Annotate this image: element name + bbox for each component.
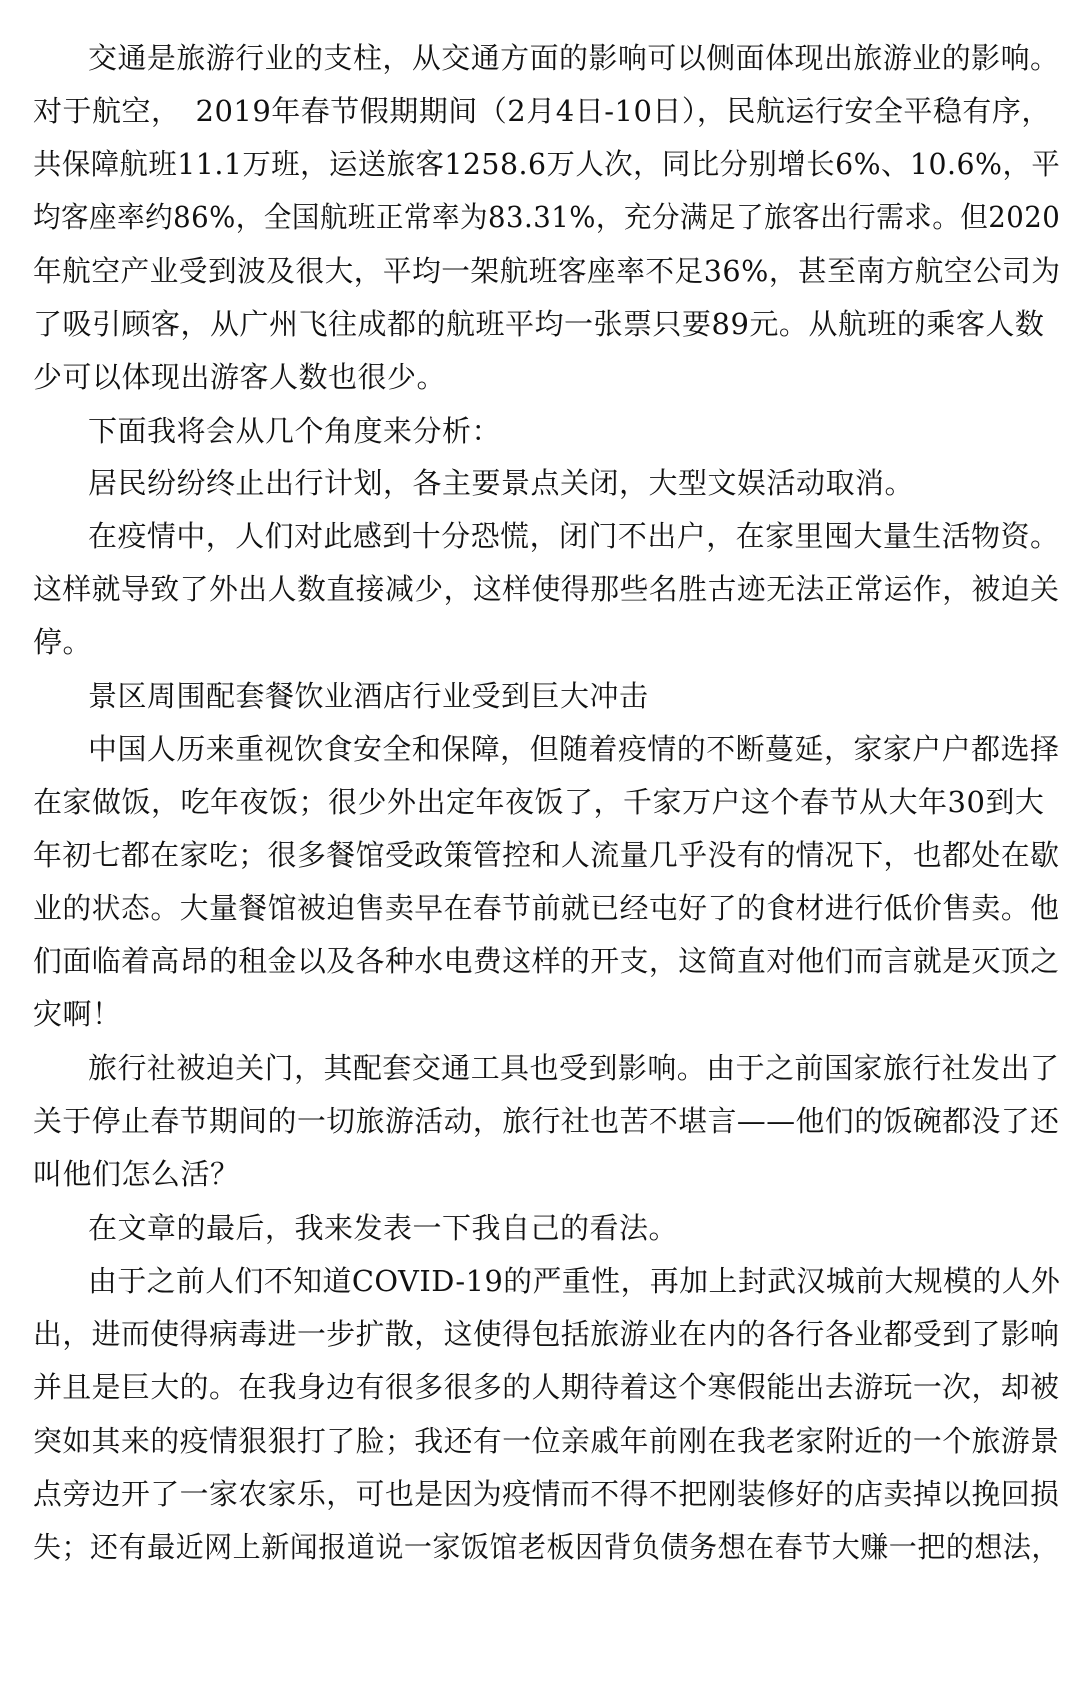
paragraph-1-line-2: 对于航空， 2019年春节假期期间（2月4日-10日），民航运行安全平稳有序，	[33, 94, 1051, 128]
paragraph-6-line-5: 们面临着高昂的租金以及各种水电费这样的开支，这简直对他们而言就是灭顶之	[33, 944, 1060, 978]
paragraph-1-line-6: 了吸引顾客，从广州飞往成都的航班平均一张票只要89元。从航班的乘客人数	[33, 307, 1045, 341]
paragraph-9-line-2: 出，进而使得病毒进一步扩散，这使得包括旅游业在内的各行各业都受到了影响	[33, 1317, 1060, 1351]
paragraph-2-line-1: 下面我将会从几个角度来分析：	[88, 414, 502, 448]
paragraph-9-line-6: 失；还有最近网上新闻报道说一家饭馆老板因背负债务想在春节大赚一把的想法，	[33, 1530, 1060, 1564]
paragraph-9-line-1: 由于之前人们不知道COVID-19的严重性，再加上封武汉城前大规模的人外	[88, 1264, 1061, 1298]
paragraph-1-line-7: 少可以体现出游客人数也很少。	[33, 360, 447, 394]
paragraph-1-line-5: 年航空产业受到波及很大，平均一架航班客座率不足36%，甚至南方航空公司为	[33, 254, 1061, 288]
paragraph-4-line-1: 在疫情中，人们对此感到十分恐慌，闭门不出户，在家里囤大量生活物资。	[88, 519, 1060, 553]
paragraph-3-line-1: 居民纷纷终止出行计划，各主要景点关闭，大型文娱活动取消。	[88, 466, 915, 500]
paragraph-9-line-5: 点旁边开了一家农家乐，可也是因为疫情而不得不把刚装修好的店卖掉以挽回损	[33, 1477, 1060, 1511]
paragraph-1-line-3: 共保障航班11.1万班，运送旅客1258.6万人次，同比分别增长6%、10.6%，平	[33, 147, 1061, 181]
paragraph-5-line-1: 景区周围配套餐饮业酒店行业受到巨大冲击	[88, 679, 649, 713]
paragraph-8-line-1: 在文章的最后，我来发表一下我自己的看法。	[88, 1211, 679, 1245]
paragraph-4-line-2: 这样就导致了外出人数直接减少，这样使得那些名胜古迹无法正常运作，被迫关	[33, 572, 1060, 606]
paragraph-6-line-2: 在家做饭，吃年夜饭；很少外出定年夜饭了，千家万户这个春节从大年30到大	[33, 785, 1045, 819]
paragraph-7-line-2: 关于停止春节期间的一切旅游活动，旅行社也苦不堪言——他们的饭碗都没了还	[33, 1104, 1060, 1138]
paragraph-7-line-3: 叫他们怎么活？	[33, 1157, 240, 1191]
paragraph-6-line-3: 年初七都在家吃；很多餐馆受政策管控和人流量几乎没有的情况下，也都处在歇	[33, 838, 1060, 872]
paragraph-6-line-1: 中国人历来重视饮食安全和保障，但随着疫情的不断蔓延，家家户户都选择	[88, 732, 1060, 766]
paragraph-9-line-4: 突如其来的疫情狠狠打了脸；我还有一位亲戚年前刚在我老家附近的一个旅游景	[33, 1424, 1060, 1458]
paragraph-1-line-1: 交通是旅游行业的支柱，从交通方面的影响可以侧面体现出旅游业的影响。	[88, 41, 1060, 75]
paragraph-4-line-3: 停。	[33, 625, 93, 659]
paragraph-6-line-6: 灾啊！	[33, 997, 122, 1031]
paragraph-6-line-4: 业的状态。大量餐馆被迫售卖早在春节前就已经屯好了的食材进行低价售卖。他	[33, 891, 1060, 925]
paragraph-9-line-3: 并且是巨大的。在我身边有很多很多的人期待着这个寒假能出去游玩一次，却被	[33, 1370, 1060, 1404]
paragraph-1-line-4: 均客座率约86%，全国航班正常率为83.31%，充分满足了旅客出行需求。但2020	[33, 200, 1061, 234]
paragraph-7-line-1: 旅行社被迫关门，其配套交通工具也受到影响。由于之前国家旅行社发出了	[88, 1051, 1060, 1085]
